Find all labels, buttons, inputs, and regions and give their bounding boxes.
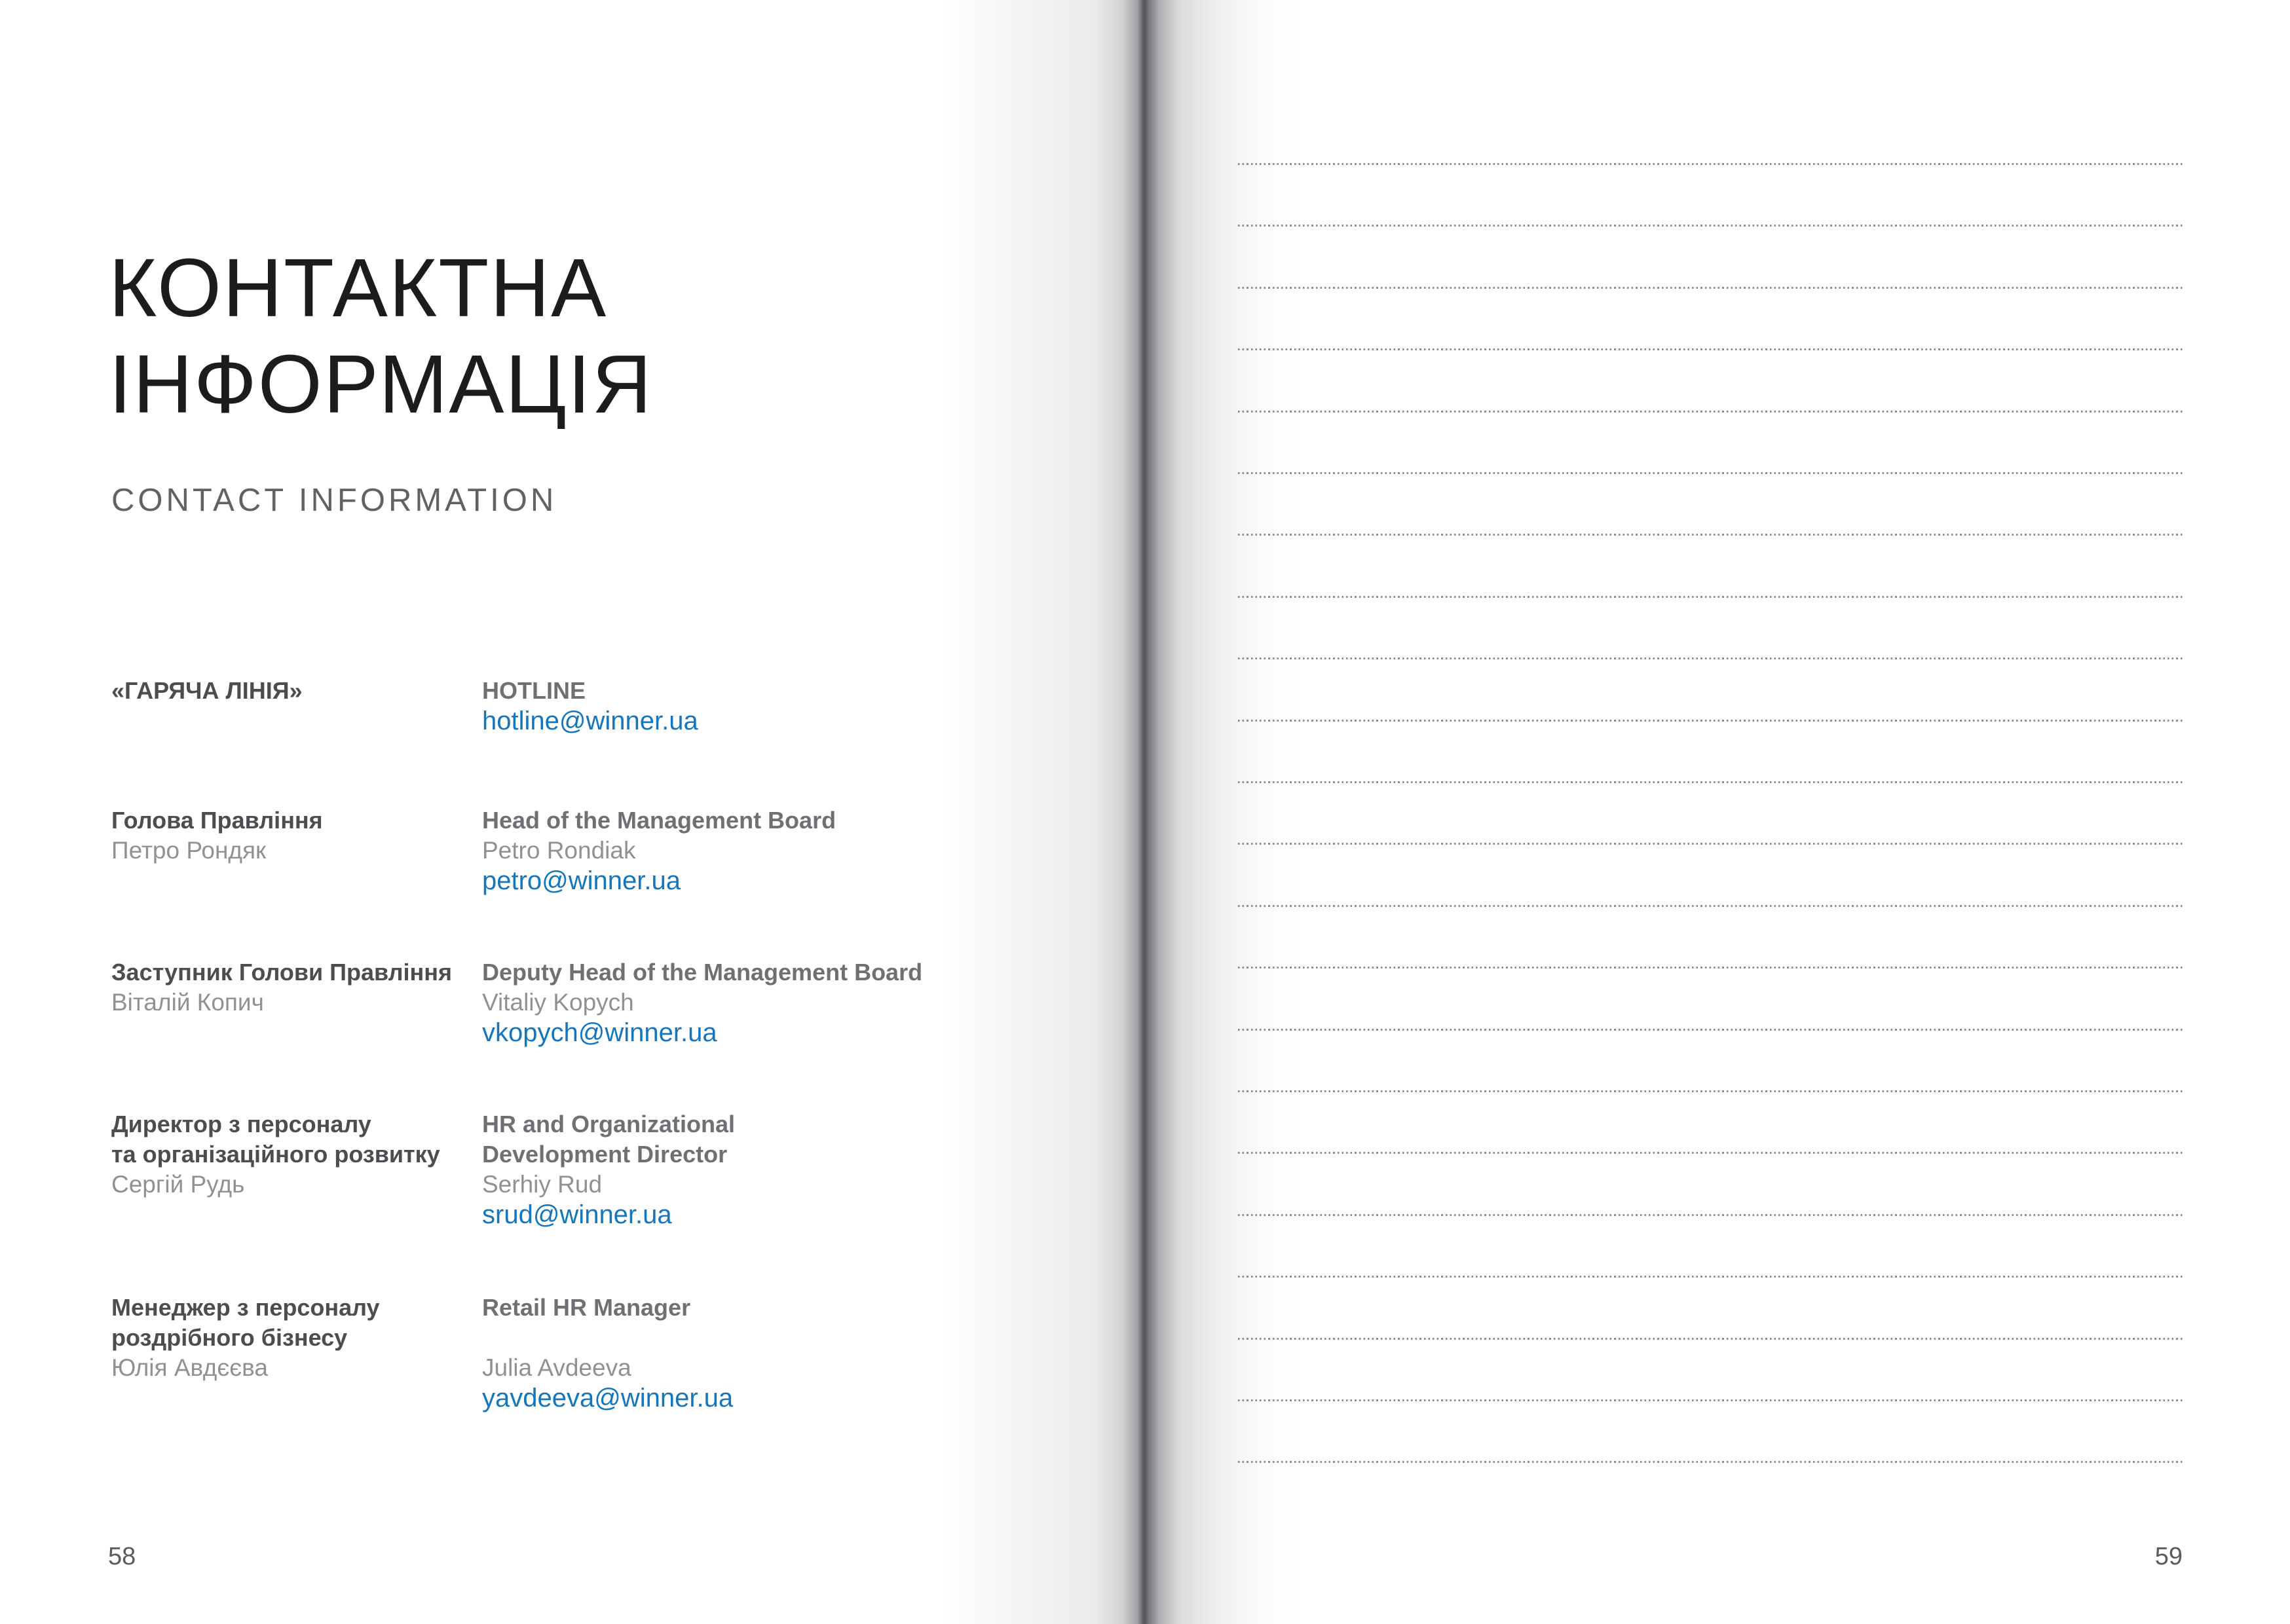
notes-ruled-line	[1238, 534, 2183, 536]
notes-ruled-line	[1238, 225, 2183, 227]
contact-name-en: Julia Avdeeva	[482, 1354, 631, 1381]
notes-ruled-line	[1238, 163, 2183, 165]
notes-ruled-line	[1238, 411, 2183, 413]
contact-label-uk: роздрібного бізнесу	[111, 1324, 348, 1351]
contact-label-en: Development Director	[482, 1141, 728, 1168]
page-title-line1: КОНТАКТНА	[109, 242, 608, 334]
contact-label-uk: Голова Правління	[111, 807, 323, 834]
notes-ruled-line	[1238, 472, 2183, 474]
contact-name-uk: Петро Рондяк	[111, 837, 267, 864]
notes-ruled-line	[1238, 1338, 2183, 1340]
notes-ruled-line	[1238, 1214, 2183, 1216]
contact-email-link[interactable]: srud@winner.ua	[482, 1200, 672, 1229]
notes-ruled-line	[1238, 1152, 2183, 1154]
page-title	[109, 240, 653, 432]
notes-ruled-line	[1238, 1029, 2183, 1031]
contact-email-link[interactable]: petro@winner.ua	[482, 866, 681, 895]
contact-email-link[interactable]: yavdeeva@winner.ua	[482, 1384, 734, 1412]
contact-label-en: HR and Organizational	[482, 1111, 736, 1137]
notes-ruled-line	[1238, 1461, 2183, 1463]
notes-ruled-line	[1238, 1276, 2183, 1278]
contact-email-link[interactable]: hotline@winner.ua	[482, 707, 698, 735]
contact-label-uk: Менеджер з персоналу	[111, 1294, 380, 1321]
page-number-left: 58	[108, 1543, 136, 1570]
notes-ruled-line	[1238, 287, 2183, 289]
page-number-right: 59	[2154, 1543, 2183, 1570]
page-gutter-shadow	[943, 0, 1300, 1624]
page-title-line2: ІНФОРМАЦІЯ	[109, 338, 653, 430]
contact-label-en: HOTLINE	[482, 677, 586, 704]
contact-name-en: Petro Rondiak	[482, 837, 636, 864]
contact-label-uk: та організаційного розвитку	[111, 1141, 440, 1168]
notes-ruled-line	[1238, 905, 2183, 907]
contact-email-link[interactable]: vkopych@winner.ua	[482, 1018, 717, 1047]
notes-ruled-line	[1238, 596, 2183, 598]
contact-label-en: Head of the Management Board	[482, 807, 836, 834]
contact-name-uk: Віталій Копич	[111, 989, 264, 1016]
page-subtitle: CONTACT INFORMATION	[111, 483, 557, 518]
notes-ruled-line	[1238, 657, 2183, 659]
notes-ruled-line	[1238, 1399, 2183, 1401]
notes-ruled-line	[1238, 720, 2183, 722]
contact-label-uk: Директор з персоналу	[111, 1111, 371, 1137]
notes-ruled-line	[1238, 781, 2183, 783]
contact-label-uk: «ГАРЯЧА ЛІНІЯ»	[111, 677, 303, 704]
notes-ruled-line	[1238, 967, 2183, 969]
notes-ruled-line	[1238, 348, 2183, 350]
notes-ruled-line	[1238, 1090, 2183, 1092]
blank-line	[482, 1323, 914, 1353]
contact-name-uk: Сергій Рудь	[111, 1171, 245, 1198]
contact-name-en: Vitaliy Kopych	[482, 989, 634, 1016]
contact-name-uk: Юлія Авдєєва	[111, 1354, 268, 1381]
contact-name-en: Serhiy Rud	[482, 1171, 603, 1198]
contact-label-en: Retail HR Manager	[482, 1294, 691, 1321]
contact-label-uk: Заступник Голови Правління	[111, 959, 453, 986]
notes-ruled-line	[1238, 843, 2183, 845]
contact-label-en: Deputy Head of the Management Board	[482, 959, 923, 986]
